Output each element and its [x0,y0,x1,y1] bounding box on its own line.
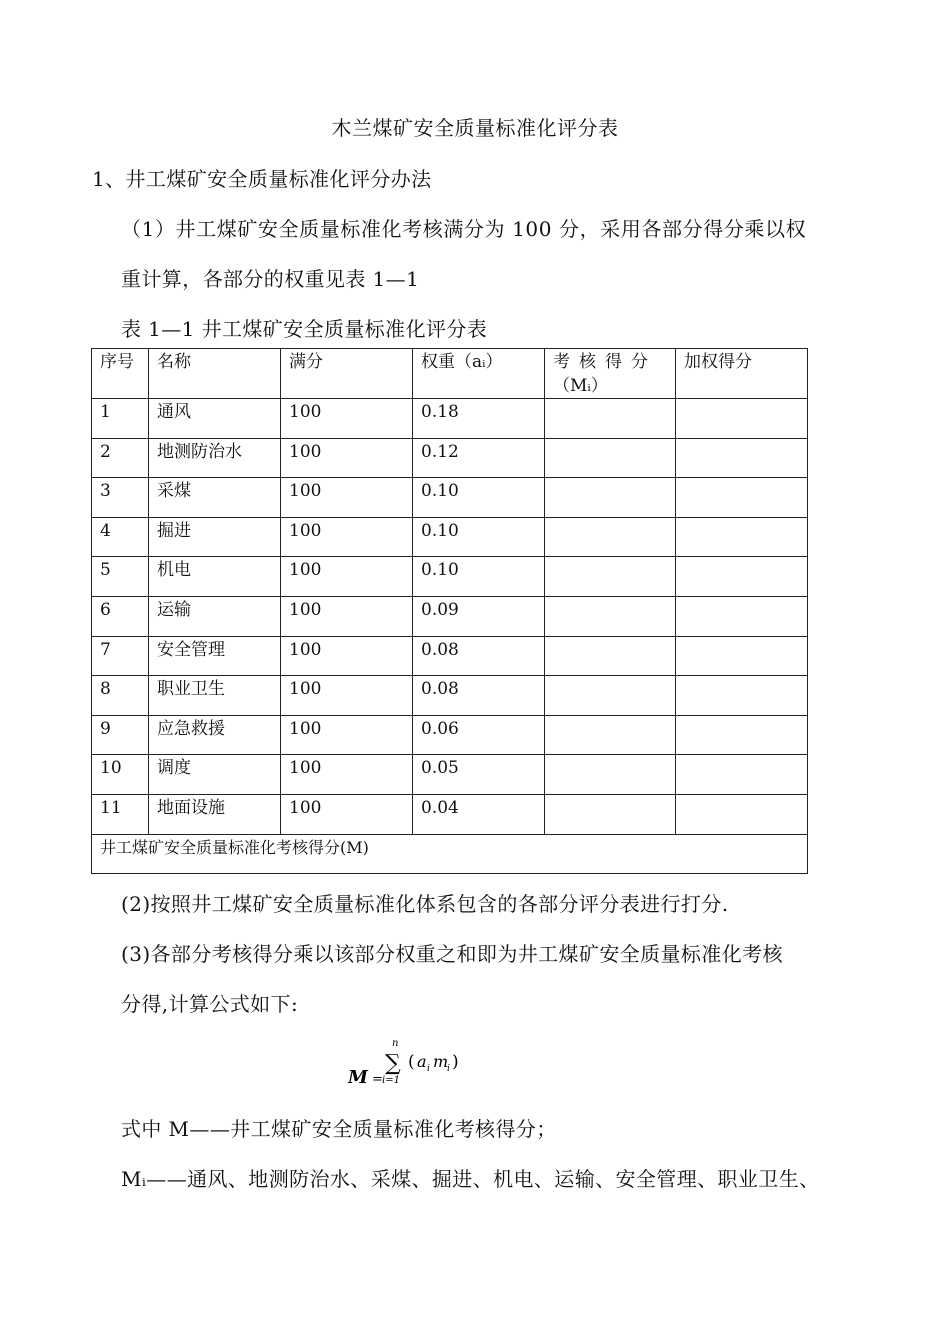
cell-full: 100 [281,755,413,795]
header-score [545,349,676,399]
cell-name: 机电 [149,557,281,597]
cell-no: 6 [92,596,149,636]
table-header-row [92,349,808,399]
cell-no: 8 [92,676,149,716]
cell-weight: 0.08 [413,676,545,716]
cell-name: 调度 [149,755,281,795]
cell-weight: 0.10 [413,478,545,518]
cell-weighted [676,557,808,597]
cell-name: 运输 [149,596,281,636]
cell-full: 100 [281,399,413,439]
cell-no: 7 [92,636,149,676]
cell-full: 100 [281,557,413,597]
cell-full: 100 [281,438,413,478]
formula-sub-i1: i [427,1064,430,1074]
cell-weight: 0.08 [413,636,545,676]
formula-upper: n [392,1038,399,1049]
total-label: 井工煤矿安全质量标准化考核得分(M) [92,834,808,873]
cell-score [545,517,676,557]
formula-open-paren: ( [408,1052,415,1072]
cell-no: 5 [92,557,149,597]
cell-full: 100 [281,715,413,755]
cell-score [545,478,676,518]
cell-score [545,794,676,834]
cell-weight: 0.05 [413,755,545,795]
table-row [92,399,808,439]
header-score-label: 考核得分 [553,352,657,372]
cell-full: 100 [281,478,413,518]
cell-score [545,755,676,795]
item1-text-line2: 重计算，各部分的权重见表 1—1 [121,267,420,291]
formula-m: m [433,1052,449,1071]
formula-sub-i2: i [447,1064,450,1074]
cell-full: 100 [281,794,413,834]
cell-full: 100 [281,636,413,676]
definition-m: 式中 M——井工煤矿安全质量标准化考核得分； [121,1117,557,1141]
cell-weighted [676,399,808,439]
definition-mi: Mᵢ——通风、地测防治水、采煤、掘进、机电、运输、安全管理、职业卫生、 [121,1167,820,1191]
cell-no: 10 [92,755,149,795]
cell-full: 100 [281,517,413,557]
table-row [92,676,808,716]
formula-lower: i=1 [382,1075,400,1086]
cell-name: 应急救援 [149,715,281,755]
score-table [91,348,808,874]
cell-weight: 0.10 [413,517,545,557]
formula-close-paren: ) [452,1052,459,1072]
table-row [92,755,808,795]
cell-score [545,399,676,439]
item3-text-line2: 分得,计算公式如下: [121,992,299,1016]
cell-weight: 0.10 [413,557,545,597]
cell-name: 安全管理 [149,636,281,676]
cell-full: 100 [281,596,413,636]
table-caption: 表 1—1 井工煤矿安全质量标准化评分表 [121,317,488,341]
item2-text: (2)按照井工煤矿安全质量标准化体系包含的各部分评分表进行打分. [121,892,729,916]
cell-no: 3 [92,478,149,518]
header-no: 序号 [92,349,149,399]
table-row [92,596,808,636]
cell-no: 4 [92,517,149,557]
cell-score [545,636,676,676]
table-row [92,478,808,518]
header-weighted: 加权得分 [676,349,808,399]
formula-sigma: ∑ [385,1051,401,1076]
cell-weighted [676,438,808,478]
cell-weight: 0.04 [413,794,545,834]
cell-weight: 0.18 [413,399,545,439]
cell-no: 2 [92,438,149,478]
table-row [92,715,808,755]
cell-score [545,676,676,716]
table-total-row [92,834,808,873]
cell-weighted [676,478,808,518]
cell-no: 11 [92,794,149,834]
cell-no: 1 [92,399,149,439]
cell-weight: 0.09 [413,596,545,636]
cell-weight: 0.12 [413,438,545,478]
cell-name: 职业卫生 [149,676,281,716]
cell-score [545,557,676,597]
cell-weighted [676,596,808,636]
cell-weighted [676,755,808,795]
header-name: 名称 [149,349,281,399]
table-row [92,557,808,597]
formula-eq: = [372,1072,383,1087]
formula-lhs: M [348,1067,368,1088]
cell-weighted [676,676,808,716]
item3-text-line1: (3)各部分考核得分乘以该部分权重之和即为井工煤矿安全质量标准化考核 [121,942,783,966]
table-row [92,517,808,557]
table-row [92,794,808,834]
cell-score [545,438,676,478]
cell-full: 100 [281,676,413,716]
document-title: 木兰煤矿安全质量标准化评分表 [331,116,619,140]
cell-weighted [676,636,808,676]
table-row [92,438,808,478]
cell-name: 掘进 [149,517,281,557]
header-full: 满分 [281,349,413,399]
header-weight: 权重（aᵢ） [413,349,545,399]
cell-no: 9 [92,715,149,755]
cell-score [545,715,676,755]
cell-name: 采煤 [149,478,281,518]
table-row [92,636,808,676]
cell-weighted [676,794,808,834]
cell-name: 地面设施 [149,794,281,834]
header-score-symbol: （Mᵢ） [553,376,608,396]
cell-name: 通风 [149,399,281,439]
cell-weighted [676,517,808,557]
cell-weighted [676,715,808,755]
cell-score [545,596,676,636]
cell-weight: 0.06 [413,715,545,755]
section-heading: 1、井工煤矿安全质量标准化评分办法 [92,167,432,191]
item1-text-line1: （1）井工煤矿安全质量标准化考核满分为 100 分，采用各部分得分乘以权 [121,217,807,241]
formula-a: a [417,1052,427,1071]
weighted-sum-formula [348,1035,488,1095]
cell-name: 地测防治水 [149,438,281,478]
